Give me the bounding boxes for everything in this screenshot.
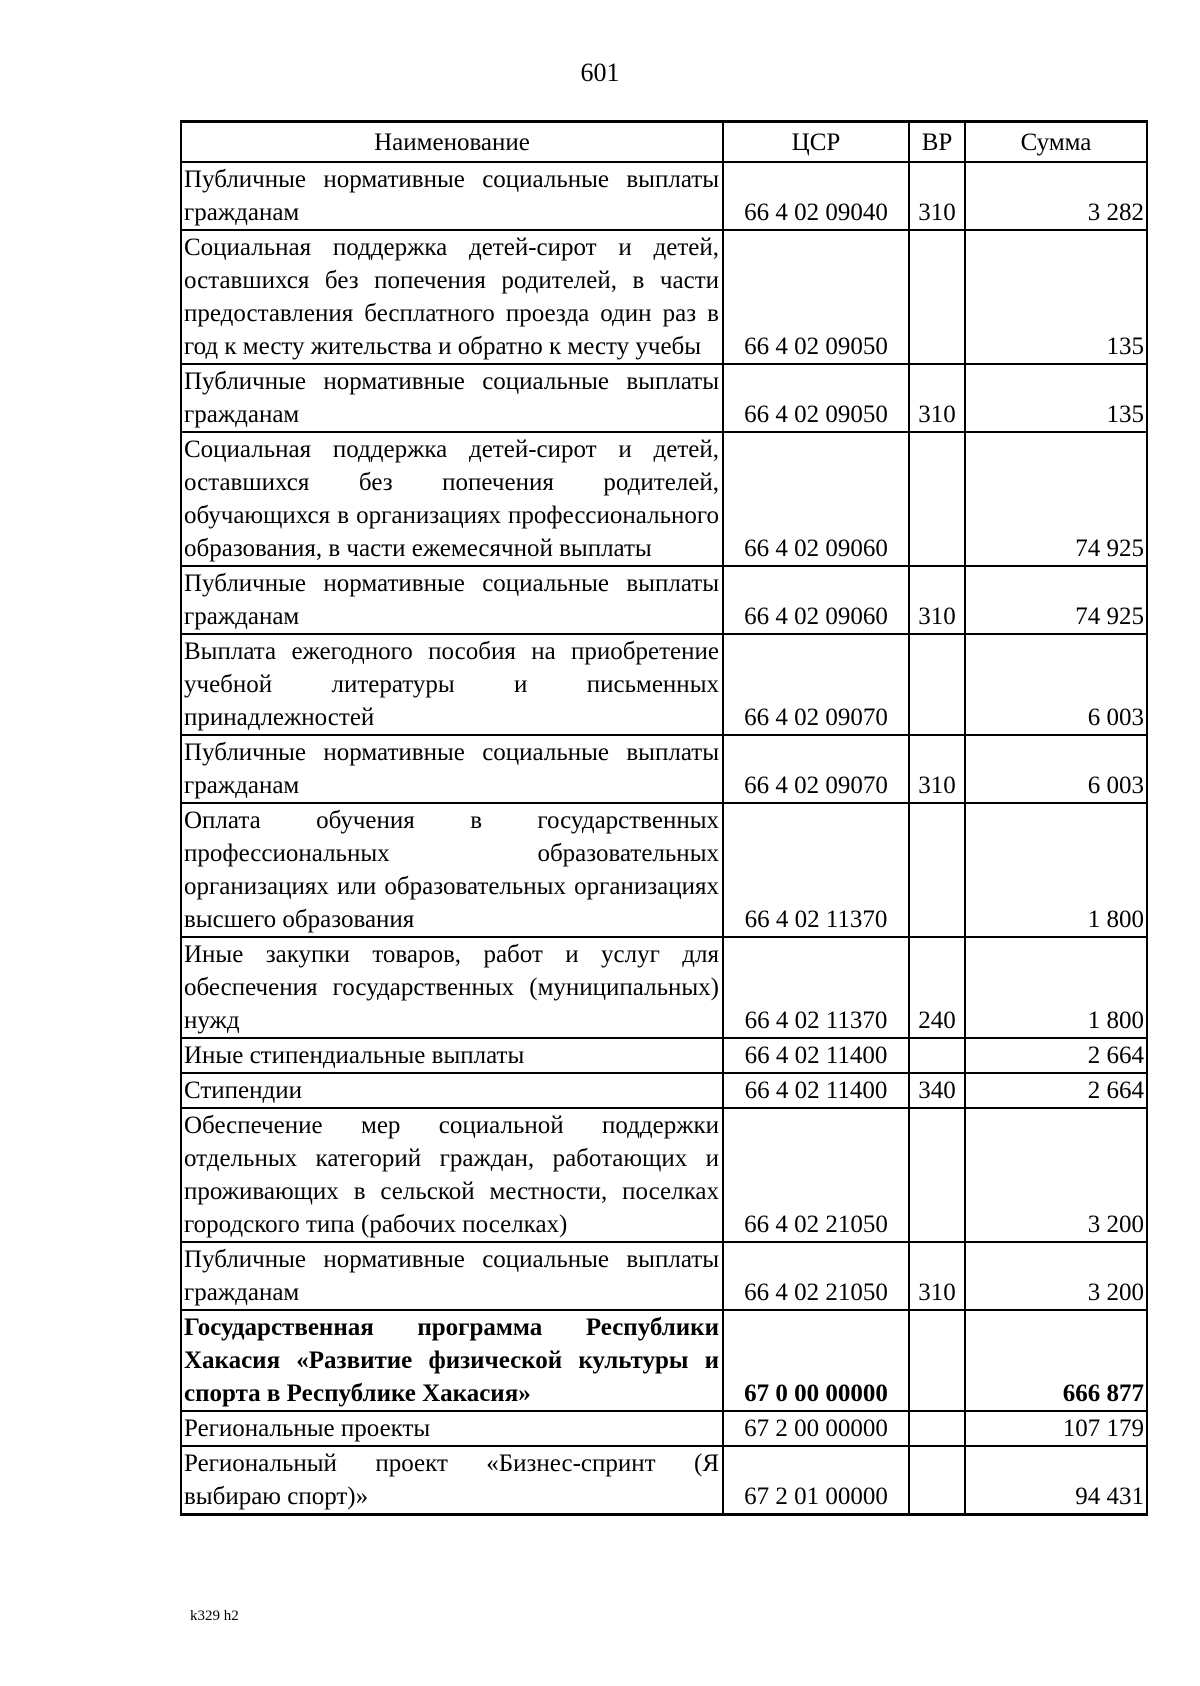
row-csr: 66 4 02 09070 <box>723 634 909 735</box>
table-row <box>181 230 1147 364</box>
row-sum: 135 <box>965 364 1147 432</box>
row-sum: 107 179 <box>965 1411 1147 1446</box>
row-csr: 66 4 02 21050 <box>723 1108 909 1242</box>
row-vr <box>909 230 965 364</box>
table-row <box>181 1073 1147 1108</box>
row-csr: 66 4 02 11400 <box>723 1038 909 1073</box>
row-sum: 6 003 <box>965 735 1147 803</box>
row-name: Публичные нормативные социальные выплаты гражданам <box>181 162 723 230</box>
table-row <box>181 162 1147 230</box>
table-row <box>181 1310 1147 1411</box>
row-name: Региональные проекты <box>181 1411 723 1446</box>
row-sum: 2 664 <box>965 1038 1147 1073</box>
row-name: Обеспечение мер социальной поддержки отдельных категорий граждан, работающих и проживающих в сельской местности, поселках городского типа (рабочих поселках) <box>181 1108 723 1242</box>
row-sum: 2 664 <box>965 1073 1147 1108</box>
row-csr: 66 4 02 11370 <box>723 937 909 1038</box>
row-vr: 310 <box>909 162 965 230</box>
table-body <box>181 162 1147 1515</box>
row-name: Стипендии <box>181 1073 723 1108</box>
table-row <box>181 634 1147 735</box>
table-row <box>181 1038 1147 1073</box>
row-csr: 67 2 01 00000 <box>723 1446 909 1515</box>
row-vr <box>909 1108 965 1242</box>
table-row <box>181 566 1147 634</box>
row-vr <box>909 1310 965 1411</box>
table-row <box>181 803 1147 937</box>
row-csr: 66 4 02 11400 <box>723 1073 909 1108</box>
table-row <box>181 1411 1147 1446</box>
header-csr: ЦСР <box>723 122 909 163</box>
row-sum: 1 800 <box>965 937 1147 1038</box>
row-vr: 310 <box>909 1242 965 1310</box>
header-vr: ВР <box>909 122 965 163</box>
table-row <box>181 1242 1147 1310</box>
row-name: Публичные нормативные социальные выплаты гражданам <box>181 1242 723 1310</box>
row-vr: 310 <box>909 364 965 432</box>
row-name: Публичные нормативные социальные выплаты гражданам <box>181 364 723 432</box>
row-name: Публичные нормативные социальные выплаты гражданам <box>181 566 723 634</box>
row-vr <box>909 1411 965 1446</box>
row-sum: 3 200 <box>965 1242 1147 1310</box>
row-sum: 94 431 <box>965 1446 1147 1515</box>
row-sum: 135 <box>965 230 1147 364</box>
footer-code: k329 h2 <box>190 1608 239 1624</box>
row-name: Оплата обучения в государственных профессиональных образовательных организациях или образовательных организациях высшего образования <box>181 803 723 937</box>
table-header-row <box>181 122 1147 163</box>
page-number: 601 <box>580 58 620 87</box>
row-vr: 340 <box>909 1073 965 1108</box>
row-name: Публичные нормативные социальные выплаты гражданам <box>181 735 723 803</box>
row-vr: 240 <box>909 937 965 1038</box>
table-row <box>181 364 1147 432</box>
row-vr: 310 <box>909 566 965 634</box>
row-vr: 310 <box>909 735 965 803</box>
row-name: Региональный проект «Бизнес-спринт (Я выбираю спорт)» <box>181 1446 723 1515</box>
row-csr: 66 4 02 09040 <box>723 162 909 230</box>
header-name: Наименование <box>181 122 723 163</box>
budget-table <box>180 120 1148 1516</box>
row-name: Социальная поддержка детей-сирот и детей, оставшихся без попечения родителей, обучающихся в организациях профессионального образования, в части ежемесячной выплаты <box>181 432 723 566</box>
row-csr: 66 4 02 09060 <box>723 566 909 634</box>
row-sum: 3 282 <box>965 162 1147 230</box>
row-sum: 666 877 <box>965 1310 1147 1411</box>
row-sum: 6 003 <box>965 634 1147 735</box>
table-row <box>181 432 1147 566</box>
row-csr: 66 4 02 09060 <box>723 432 909 566</box>
row-csr: 66 4 02 09050 <box>723 230 909 364</box>
row-sum: 74 925 <box>965 432 1147 566</box>
row-name: Иные стипендиальные выплаты <box>181 1038 723 1073</box>
row-vr <box>909 1446 965 1515</box>
row-name: Социальная поддержка детей-сирот и детей, оставшихся без попечения родителей, в части предоставления бесплатного проезда один раз в год к месту жительства и обратно к месту учебы <box>181 230 723 364</box>
table-row <box>181 1108 1147 1242</box>
row-sum: 3 200 <box>965 1108 1147 1242</box>
row-vr <box>909 1038 965 1073</box>
row-sum: 74 925 <box>965 566 1147 634</box>
row-name: Государственная программа Республики Хакасия «Развитие физической культуры и спорта в Республике Хакасия» <box>181 1310 723 1411</box>
row-sum: 1 800 <box>965 803 1147 937</box>
row-vr <box>909 432 965 566</box>
row-csr: 66 4 02 09050 <box>723 364 909 432</box>
table-row <box>181 735 1147 803</box>
table-row <box>181 937 1147 1038</box>
row-csr: 67 2 00 00000 <box>723 1411 909 1446</box>
row-csr: 66 4 02 21050 <box>723 1242 909 1310</box>
row-csr: 66 4 02 09070 <box>723 735 909 803</box>
row-vr <box>909 803 965 937</box>
row-vr <box>909 634 965 735</box>
row-csr: 67 0 00 00000 <box>723 1310 909 1411</box>
header-sum: Сумма <box>965 122 1147 163</box>
row-name: Иные закупки товаров, работ и услуг для обеспечения государственных (муниципальных) нужд <box>181 937 723 1038</box>
row-name: Выплата ежегодного пособия на приобретение учебной литературы и письменных принадлежностей <box>181 634 723 735</box>
row-csr: 66 4 02 11370 <box>723 803 909 937</box>
table-row <box>181 1446 1147 1515</box>
